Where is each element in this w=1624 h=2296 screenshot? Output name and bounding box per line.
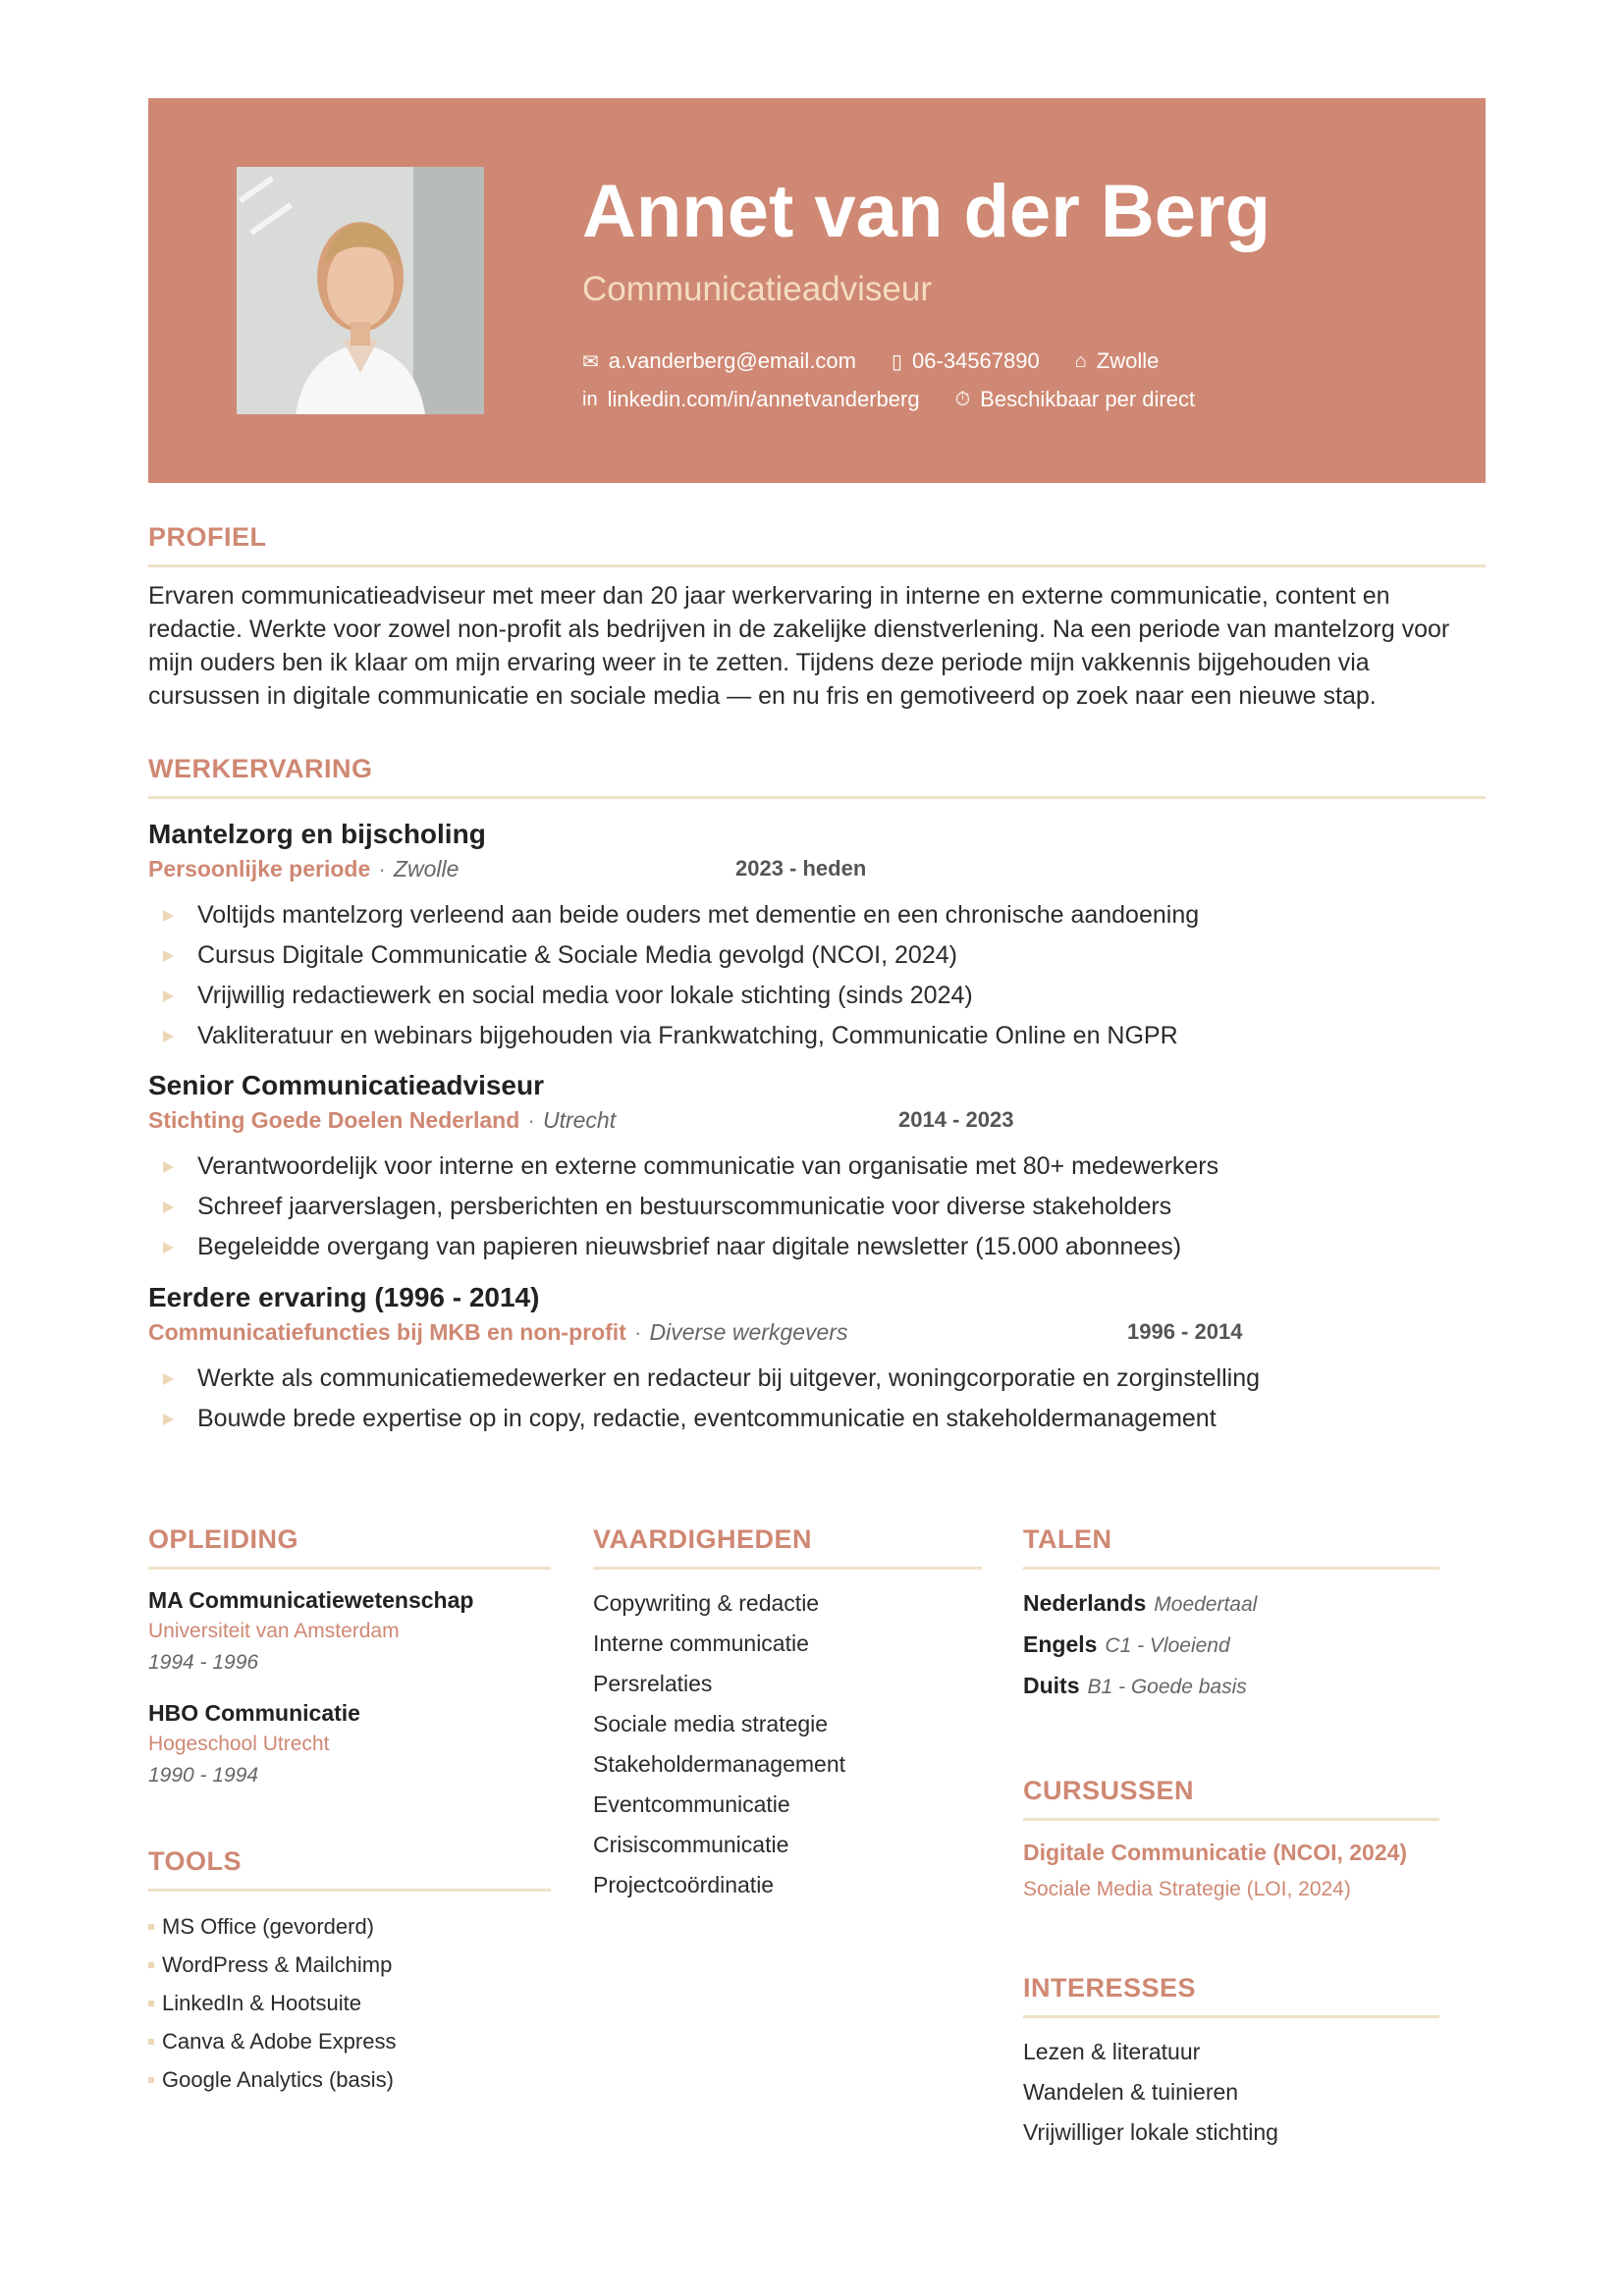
job-dates: 2014 - 2023 bbox=[898, 1107, 1014, 1132]
job-meta bbox=[148, 1319, 1486, 1355]
skill-item: Persrelaties bbox=[593, 1671, 713, 1696]
section-divider bbox=[148, 564, 1486, 567]
skills-list bbox=[593, 1583, 982, 1905]
job-title: Eerdere ervaring (1996 - 2014) bbox=[148, 1282, 540, 1312]
home-icon: ⌂ bbox=[1074, 349, 1087, 372]
section-divider bbox=[593, 1567, 982, 1570]
section-divider bbox=[148, 796, 1486, 799]
contact-phone[interactable] bbox=[892, 348, 1040, 374]
language-item bbox=[1023, 1583, 1439, 1625]
job-bullets bbox=[148, 1147, 1486, 1267]
job-entry bbox=[148, 1070, 1486, 1267]
section-title-skills: VAARDIGHEDEN bbox=[593, 1524, 813, 1554]
language-item bbox=[1023, 1625, 1439, 1666]
separator-dot: · bbox=[633, 1319, 642, 1345]
language-name: Engels bbox=[1023, 1631, 1098, 1657]
tool-item: LinkedIn & Hootsuite bbox=[148, 1984, 551, 2022]
job-title: Senior Communicatieadviseur bbox=[148, 1070, 545, 1100]
education-years: 1994 - 1996 bbox=[148, 1651, 259, 1674]
section-title-profile: PROFIEL bbox=[148, 522, 267, 552]
language-level: Moedertaal bbox=[1154, 1593, 1258, 1616]
tool-item: MS Office (gevorderd) bbox=[148, 1907, 551, 1946]
skill-item: Sociale media strategie bbox=[593, 1711, 829, 1736]
job-meta bbox=[148, 856, 1486, 891]
skill-item: Stakeholdermanagement bbox=[593, 1751, 845, 1777]
linkedin-text: linkedin.com/in/annetvanderberg bbox=[607, 387, 920, 411]
section-divider bbox=[1023, 2015, 1439, 2018]
job-location: Zwolle bbox=[393, 856, 460, 881]
skill-item: Interne communicatie bbox=[593, 1630, 809, 1656]
city-text: Zwolle bbox=[1096, 348, 1160, 373]
job-bullet: Cursus Digitale Communicatie & Sociale Media gevolgd (NCOI, 2024) bbox=[148, 935, 1486, 976]
contact-availability bbox=[955, 387, 1196, 412]
language-level: C1 - Vloeiend bbox=[1105, 1634, 1230, 1657]
tools-list bbox=[148, 1907, 551, 2099]
email-text: a.vanderberg@email.com bbox=[608, 348, 856, 373]
job-bullet: Begeleidde overgang van papieren nieuwsbrief naar digitale newsletter (15.000 abonnees) bbox=[148, 1227, 1486, 1267]
job-bullet: Werkte als communicatiemedewerker en redacteur bij uitgever, woningcorporatie en zorginstelling bbox=[148, 1359, 1486, 1399]
job-dates: 1996 - 2014 bbox=[1127, 1319, 1243, 1344]
candidate-name: Annet van der Berg bbox=[582, 170, 1272, 253]
job-organization: Stichting Goede Doelen Nederland bbox=[148, 1107, 520, 1133]
separator-dot: · bbox=[378, 856, 386, 881]
education-item bbox=[148, 1587, 551, 1675]
section-title-tools: TOOLS bbox=[148, 1846, 243, 1876]
education-degree: HBO Communicatie bbox=[148, 1700, 360, 1726]
section-title-courses: CURSUSSEN bbox=[1023, 1776, 1195, 1805]
course-item: Digitale Communicatie (NCOI, 2024) bbox=[1023, 1840, 1408, 1865]
job-organization: Persoonlijke periode bbox=[148, 856, 371, 881]
job-location: Utrecht bbox=[542, 1107, 617, 1133]
contact-linkedin[interactable] bbox=[582, 387, 920, 412]
education-item bbox=[148, 1700, 551, 1788]
cv-header bbox=[148, 98, 1486, 483]
job-bullet: Voltijds mantelzorg verleend aan beide ouders met dementie en een chronische aandoening bbox=[148, 895, 1486, 935]
languages-list bbox=[1023, 1583, 1439, 1707]
job-bullets bbox=[148, 895, 1486, 1056]
education-school: Universiteit van Amsterdam bbox=[148, 1620, 400, 1642]
interests-list bbox=[1023, 2032, 1439, 2153]
contact-city bbox=[1075, 348, 1160, 374]
job-meta bbox=[148, 1107, 1486, 1143]
job-bullet: Bouwde brede expertise op in copy, redactie, eventcommunicatie en stakeholdermanagement bbox=[148, 1399, 1486, 1439]
job-entry bbox=[148, 819, 1486, 1056]
language-item bbox=[1023, 1666, 1439, 1707]
section-title-education: OPLEIDING bbox=[148, 1524, 299, 1554]
tool-item: Google Analytics (basis) bbox=[148, 2060, 551, 2099]
skill-item: Crisiscommunicatie bbox=[593, 1832, 789, 1857]
language-level: B1 - Goede basis bbox=[1087, 1676, 1247, 1698]
interest-item: Wandelen & tuinieren bbox=[1023, 2079, 1239, 2105]
job-bullet: Schreef jaarverslagen, persberichten en bestuurscommunicatie voor diverse stakeholders bbox=[148, 1187, 1486, 1227]
profile-photo bbox=[237, 167, 484, 414]
education-degree: MA Communicatiewetenschap bbox=[148, 1587, 474, 1613]
job-title: Mantelzorg en bijscholing bbox=[148, 819, 486, 849]
section-divider bbox=[148, 1889, 551, 1892]
linkedin-icon: in bbox=[582, 388, 598, 410]
section-divider bbox=[1023, 1818, 1439, 1821]
job-bullet: Verantwoordelijk voor interne en externe communicatie van organisatie met 80+ medewerkers bbox=[148, 1147, 1486, 1187]
job-organization: Communicatiefuncties bij MKB en non-profit bbox=[148, 1319, 626, 1345]
contact-row-1 bbox=[582, 348, 1194, 374]
course-item: Sociale Media Strategie (LOI, 2024) bbox=[1023, 1878, 1351, 1900]
phone-icon: ▯ bbox=[892, 350, 903, 373]
section-title-languages: TALEN bbox=[1023, 1524, 1112, 1554]
contact-row-2 bbox=[582, 387, 1230, 412]
tool-item: WordPress & Mailchimp bbox=[148, 1946, 551, 1984]
section-divider bbox=[148, 1567, 551, 1570]
job-dates: 2023 - heden bbox=[735, 856, 867, 881]
clock-icon: ⏱ bbox=[954, 388, 971, 410]
separator-dot: · bbox=[527, 1107, 535, 1133]
skill-item: Copywriting & redactie bbox=[593, 1590, 820, 1616]
section-title-interests: INTERESSES bbox=[1023, 1973, 1197, 2002]
job-location: Diverse werkgevers bbox=[649, 1319, 848, 1345]
education-school: Hogeschool Utrecht bbox=[148, 1733, 330, 1755]
section-divider bbox=[1023, 1567, 1439, 1570]
job-entry bbox=[148, 1282, 1486, 1439]
availability-text: Beschikbaar per direct bbox=[980, 387, 1196, 411]
skill-item: Projectcoördinatie bbox=[593, 1872, 775, 1897]
interest-item: Lezen & literatuur bbox=[1023, 2039, 1201, 2064]
phone-text: 06-34567890 bbox=[912, 348, 1040, 373]
job-bullet: Vakliteratuur en webinars bijgehouden via Frankwatching, Communicatie Online en NGPR bbox=[148, 1016, 1486, 1056]
email-icon: ✉ bbox=[582, 350, 599, 373]
courses-list bbox=[1023, 1840, 1439, 1901]
education-years: 1990 - 1994 bbox=[148, 1764, 259, 1787]
tool-item: Canva & Adobe Express bbox=[148, 2022, 551, 2060]
job-bullets bbox=[148, 1359, 1486, 1439]
language-name: Duits bbox=[1023, 1673, 1080, 1698]
candidate-role: Communicatieadviseur bbox=[582, 270, 932, 308]
skill-item: Eventcommunicatie bbox=[593, 1791, 790, 1817]
section-title-experience: WERKERVARING bbox=[148, 754, 373, 783]
education-list bbox=[148, 1587, 551, 1788]
profile-text: Ervaren communicatieadviseur met meer dan 20 jaar werkervaring in interne en externe communicatie, content en redactie. Werkte voor zowel non-profit als bedrijven in de zakelijke dienstverlening. Na een periode van mantelzorg voor mijn ouders ben ik klaar om mijn ervaring weer in te zetten. Tijdens deze periode mijn vakkennis bijgehouden via cursussen in digitale communicatie en sociale media — en nu fris en gemotiveerd op zoek naar een nieuwe stap. bbox=[148, 582, 1450, 710]
language-name: Nederlands bbox=[1023, 1590, 1147, 1616]
contact-email[interactable] bbox=[582, 348, 856, 374]
job-bullet: Vrijwillig redactiewerk en social media voor lokale stichting (sinds 2024) bbox=[148, 976, 1486, 1016]
portrait-illustration bbox=[237, 167, 484, 414]
interest-item: Vrijwilliger lokale stichting bbox=[1023, 2119, 1278, 2145]
